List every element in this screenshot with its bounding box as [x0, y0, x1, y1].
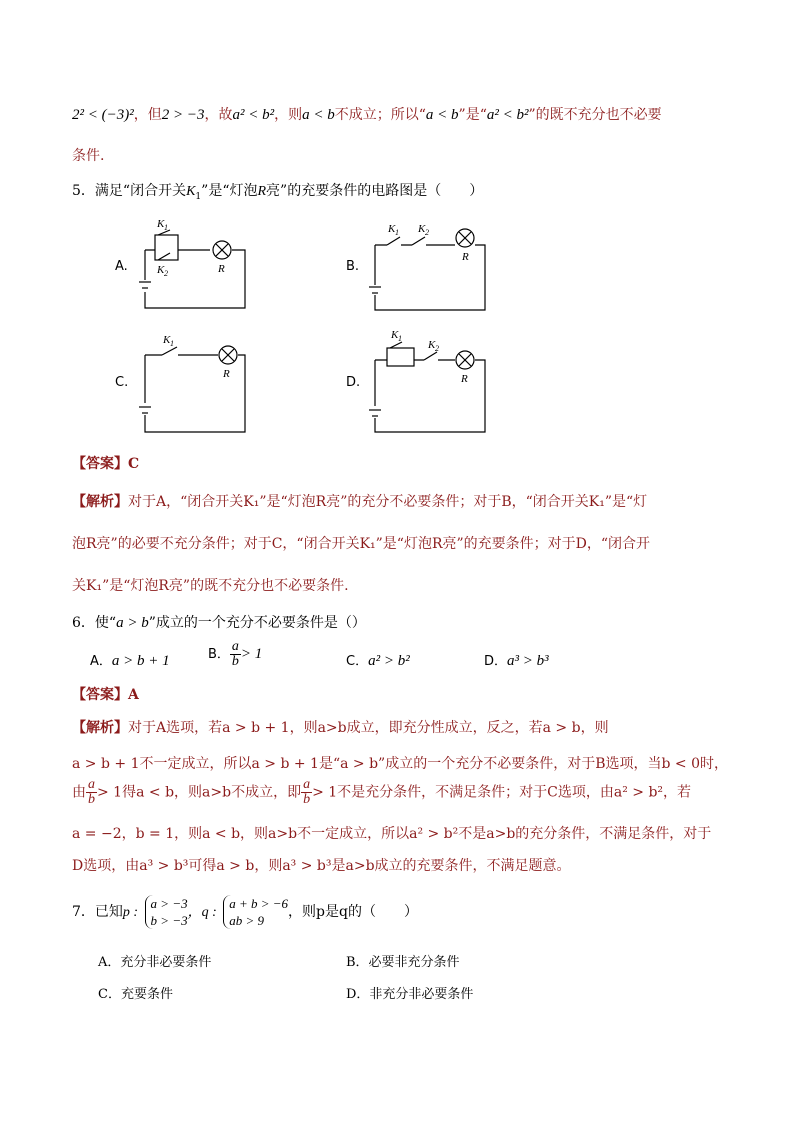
q7-option-c[interactable]: C．充要条件 — [98, 987, 173, 1002]
circuit-a — [139, 230, 245, 308]
svg-text:1: 1 — [164, 223, 168, 232]
q6-option-b[interactable]: B． $\frac{a}{b}$ > 1 — [208, 639, 263, 669]
q5-label-a: A. — [115, 259, 128, 274]
q6-analysis-l5: D选项，由a³ > b³可得a > b，则a³ > b³是a>b成立的充要条件，不满足题意。 — [72, 858, 571, 874]
q5-answer: 【答案】C — [72, 456, 140, 472]
q5-analysis-l2: 泡R亮”的必要不充分条件；对于C，“闭合开关K₁”是“灯泡R亮”的充要条件；对于D，“闭合开 — [72, 536, 651, 552]
q6-option-a[interactable]: A．a > b + 1 — [90, 653, 170, 669]
svg-text:K: K — [428, 339, 436, 351]
q5-analysis-l3: 关K₁”是“灯泡R亮”的既不充分也不必要条件. — [72, 578, 349, 594]
svg-text:K: K — [388, 223, 396, 235]
q6-analysis-l1: 【解析】对于A选项，若a > b + 1，则a>b成立，即充分性成立，反之，若a > b，则 — [72, 720, 609, 736]
circuit-d — [369, 342, 485, 432]
q7-option-b[interactable]: B．必要非充分条件 — [346, 955, 460, 970]
q5-label-b: B. — [346, 259, 360, 274]
q7-stem: 7．已知p : a > −3 b > −3 ，q : a + b > −6 ab > 9 ，则p是q的（ ） — [72, 896, 418, 928]
q7-option-a[interactable]: A．充分非必要条件 — [98, 955, 212, 970]
circuit-b — [369, 229, 485, 310]
svg-text:2: 2 — [435, 344, 439, 353]
q4-tail-line1: 2² < (−3)²，但2 > −3，故a² < b²，则a < b不成立；所以“a < b”是“a² < b²”的既不充分也不必要 — [72, 107, 662, 123]
svg-text:2: 2 — [164, 269, 168, 278]
q4-tail-line2: 条件. — [72, 148, 105, 164]
q5-stem: 5．满足“闭合开关$K_1$”是“灯泡R亮”的充要条件的电路图是（ ） — [72, 183, 484, 202]
svg-text:R: R — [461, 373, 468, 385]
q6-analysis-l3: 由 $\frac{a}{b}$ > 1得a < b，则a>b不成立，即 $\frac{a}{b}$ > 1不是充分条件，不满足条件；对于C选项，由a² > b²，若 — [72, 777, 692, 807]
q5-analysis-l1: 【解析】对于A，“闭合开关K₁”是“灯泡R亮”的充分不必要条件；对于B，“闭合开关K₁”是“灯 — [72, 494, 648, 510]
q6-analysis-l4: a = −2，b = 1，则a < b，则a>b不一定成立，所以a² > b²不是a>b的充分条件，不满足条件，对于 — [72, 826, 712, 842]
q6-answer: 【答案】A — [72, 687, 139, 703]
q5-label-d: D. — [346, 375, 361, 390]
q6-stem: 6．使“a > b”成立的一个充分不必要条件是（） — [72, 615, 366, 631]
svg-text:1: 1 — [398, 334, 402, 343]
q6-option-c[interactable]: C．a² > b² — [346, 653, 410, 669]
q5-label-c: C. — [115, 375, 129, 390]
svg-text:R: R — [218, 263, 225, 275]
svg-text:K: K — [418, 223, 426, 235]
q6-option-d[interactable]: D．a³ > b³ — [484, 653, 549, 669]
svg-text:R: R — [223, 368, 230, 380]
q7-p-system: a > −3 b > −3 — [145, 895, 188, 929]
svg-text:K: K — [163, 334, 171, 346]
circuit-diagrams — [0, 210, 794, 440]
q7-option-d[interactable]: D．非充分非必要条件 — [346, 987, 474, 1002]
q7-q-system: a + b > −6 ab > 9 — [223, 895, 288, 929]
svg-text:K: K — [157, 218, 165, 230]
svg-text:2: 2 — [425, 228, 429, 237]
svg-text:1: 1 — [395, 228, 399, 237]
circuit-c — [139, 346, 245, 432]
q6-analysis-l2: a > b + 1不一定成立，所以a > b + 1是“a > b”成立的一个充分不必要条件，对于B选项，当b < 0时， — [72, 756, 728, 772]
svg-text:K: K — [157, 264, 165, 276]
svg-text:1: 1 — [170, 339, 174, 348]
svg-text:K: K — [391, 329, 399, 341]
svg-text:R: R — [462, 251, 469, 263]
